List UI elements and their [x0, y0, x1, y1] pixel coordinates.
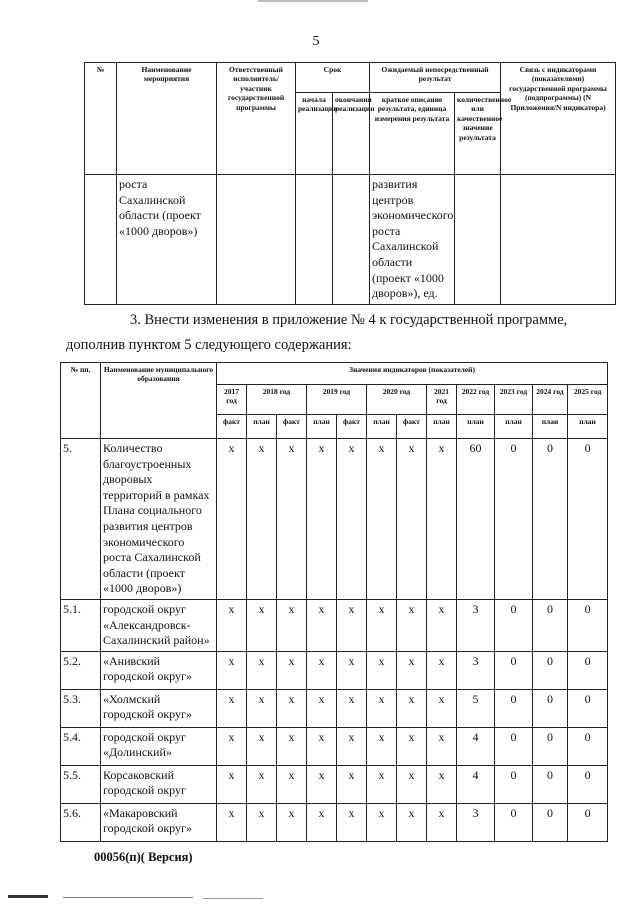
row-value: 0	[533, 689, 568, 727]
header-expected-result: Ожидаемый непосредственный результат	[370, 63, 501, 93]
row-value: x	[217, 765, 247, 803]
row-value: x	[427, 727, 457, 765]
header-term-start: начала реализации	[296, 93, 333, 175]
row-value: x	[277, 439, 307, 600]
row-value: x	[307, 803, 337, 841]
row-value: 0	[495, 689, 533, 727]
row-term-end	[333, 175, 370, 305]
row-value: x	[307, 651, 337, 689]
table-row	[61, 599, 608, 651]
row-municipality: Корсаковский городской округ	[101, 765, 217, 803]
header-result-description: краткое описание результата, единица измерения результата	[370, 93, 455, 175]
row-value: 3	[457, 803, 495, 841]
header-year: 2023 год	[495, 385, 533, 415]
header-subcol: план	[367, 415, 397, 439]
row-value: x	[427, 803, 457, 841]
header-responsible: Ответственный исполнитель/участник государственной программы	[217, 63, 296, 175]
row-value: x	[337, 803, 367, 841]
row-result-description: развития центров экономического роста Сахалинской области (проект «1000 дворов»), ед.	[370, 175, 455, 305]
row-value: x	[337, 599, 367, 651]
row-value: x	[337, 765, 367, 803]
row-value: x	[247, 689, 277, 727]
header-year: 2019 год	[307, 385, 367, 415]
row-value: 3	[457, 599, 495, 651]
row-num: 5.	[61, 439, 101, 600]
row-value: x	[367, 439, 397, 600]
header-subcol: план	[307, 415, 337, 439]
header-result-value: количественное или качественное значение результата	[455, 93, 501, 175]
row-value: x	[247, 803, 277, 841]
row-value: x	[217, 439, 247, 600]
header-year: 2024 год	[533, 385, 568, 415]
row-value: x	[307, 727, 337, 765]
row-value: x	[277, 765, 307, 803]
indicators-table	[60, 362, 608, 842]
row-municipality: городской округ «Долинский»	[101, 727, 217, 765]
header-year: 2020 год	[367, 385, 427, 415]
header-subcol: план	[457, 415, 495, 439]
row-value: x	[247, 651, 277, 689]
row-value: 0	[495, 727, 533, 765]
row-value: x	[217, 727, 247, 765]
row-value: x	[397, 651, 427, 689]
scan-edge-marks	[8, 893, 608, 903]
header-subcol: факт	[217, 415, 247, 439]
row-value: x	[247, 727, 277, 765]
row-municipality: «Макаровский городской округ»	[101, 803, 217, 841]
row-value: x	[367, 599, 397, 651]
row-value: x	[277, 599, 307, 651]
table-row	[61, 727, 608, 765]
header-indicator-link: Связь с индикаторами (показателями) государственной программы (подпрограммы) (N Приложения/N индикатора)	[501, 63, 616, 175]
row-value: 0	[568, 599, 608, 651]
row-num: 5.3.	[61, 689, 101, 727]
row-value: x	[277, 727, 307, 765]
header-num: №	[85, 63, 117, 175]
row-value: x	[247, 599, 277, 651]
row-value: x	[397, 439, 427, 600]
row-num	[85, 175, 117, 305]
row-value: 3	[457, 651, 495, 689]
row-value: x	[397, 599, 427, 651]
table-row	[61, 765, 608, 803]
row-municipality: «Холмский городской округ»	[101, 689, 217, 727]
header-year: 2025 год	[568, 385, 608, 415]
row-municipality: «Анивский городской округ»	[101, 651, 217, 689]
header-term-end: окончания реализации	[333, 93, 370, 175]
row-value: x	[277, 689, 307, 727]
row-municipality: городской округ «Александровск-Сахалинский район»	[101, 599, 217, 651]
row-value: 0	[495, 765, 533, 803]
header-subcol: план	[568, 415, 608, 439]
activities-table	[84, 62, 616, 305]
row-value: x	[247, 439, 277, 600]
row-value: 0	[568, 727, 608, 765]
header-subcol: план	[427, 415, 457, 439]
row-value: x	[427, 599, 457, 651]
row-value: x	[367, 765, 397, 803]
row-value: x	[367, 689, 397, 727]
row-value: x	[397, 803, 427, 841]
row-term-start	[296, 175, 333, 305]
row-value: 0	[533, 651, 568, 689]
row-value: x	[337, 727, 367, 765]
top-edge-mark	[258, 0, 368, 2]
row-num: 5.2.	[61, 651, 101, 689]
row-value: 5	[457, 689, 495, 727]
row-value: x	[397, 689, 427, 727]
table-row	[61, 651, 608, 689]
row-value: 0	[568, 439, 608, 600]
row-municipality: Количество благоустроенных дворовых территорий в рамках Плана социального развития центров экономического роста Сахалинской области (проект «1000 дворов»)	[101, 439, 217, 600]
row-value: x	[307, 599, 337, 651]
row-value: x	[397, 765, 427, 803]
amendment-paragraph-line2: дополнив пунктом 5 следующего содержания:	[66, 337, 352, 353]
row-value: x	[427, 439, 457, 600]
header-subcol: факт	[397, 415, 427, 439]
header-activity-name: Наименование мероприятия	[117, 63, 217, 175]
header-municipality: Наименование муниципального образования	[101, 363, 217, 439]
row-value: 0	[495, 599, 533, 651]
row-value: 0	[568, 651, 608, 689]
row-value: 60	[457, 439, 495, 600]
row-value: x	[277, 803, 307, 841]
row-value: x	[217, 689, 247, 727]
row-value: x	[307, 765, 337, 803]
row-value: 0	[568, 689, 608, 727]
row-num: 5.6.	[61, 803, 101, 841]
row-value: 0	[533, 439, 568, 600]
row-value: x	[337, 689, 367, 727]
row-value: x	[337, 439, 367, 600]
header-subcol: факт	[337, 415, 367, 439]
row-value: x	[367, 727, 397, 765]
row-value: 0	[533, 765, 568, 803]
row-value: x	[277, 651, 307, 689]
amendment-paragraph-line1: 3. Внести изменения в приложение № 4 к государственной программе,	[130, 312, 568, 328]
header-subcol: план	[533, 415, 568, 439]
row-value: 0	[533, 803, 568, 841]
page-number: 5	[312, 34, 320, 49]
row-value: x	[217, 803, 247, 841]
row-value: x	[427, 689, 457, 727]
header-year: 2018 год	[247, 385, 307, 415]
header-subcol: план	[247, 415, 277, 439]
row-indicator-link	[501, 175, 616, 305]
row-value: x	[427, 651, 457, 689]
row-value: 0	[495, 439, 533, 600]
row-value: 0	[533, 599, 568, 651]
row-value: 4	[457, 765, 495, 803]
row-value: 0	[568, 765, 608, 803]
row-value: x	[397, 727, 427, 765]
row-value: 0	[495, 803, 533, 841]
row-value: x	[217, 651, 247, 689]
table-row	[61, 803, 608, 841]
table-row	[61, 439, 608, 600]
row-value: x	[307, 439, 337, 600]
row-num: 5.5.	[61, 765, 101, 803]
row-value: x	[367, 651, 397, 689]
header-indicator-values: Значения индикаторов (показателей)	[217, 363, 608, 385]
row-value: 4	[457, 727, 495, 765]
header-term: Срок	[296, 63, 370, 93]
row-value: x	[337, 651, 367, 689]
row-responsible	[217, 175, 296, 305]
header-subcol: факт	[277, 415, 307, 439]
row-value: x	[247, 765, 277, 803]
row-value: 0	[495, 651, 533, 689]
row-num: 5.1.	[61, 599, 101, 651]
row-activity-name: роста Сахалинской области (проект «1000 дворов»)	[117, 175, 217, 305]
row-result-value	[455, 175, 501, 305]
table-row	[61, 689, 608, 727]
footer-doc-code: 00056(п)( Версия)	[94, 850, 193, 864]
header-year: 2021 год	[427, 385, 457, 415]
row-num: 5.4.	[61, 727, 101, 765]
row-value: x	[217, 599, 247, 651]
row-value: x	[367, 803, 397, 841]
header-year: 2022 год	[457, 385, 495, 415]
header-year: 2017 год	[217, 385, 247, 415]
row-value: 0	[533, 727, 568, 765]
row-value: 0	[568, 803, 608, 841]
header-num: № пп.	[61, 363, 101, 439]
row-value: x	[307, 689, 337, 727]
header-subcol: план	[495, 415, 533, 439]
row-value: x	[427, 765, 457, 803]
